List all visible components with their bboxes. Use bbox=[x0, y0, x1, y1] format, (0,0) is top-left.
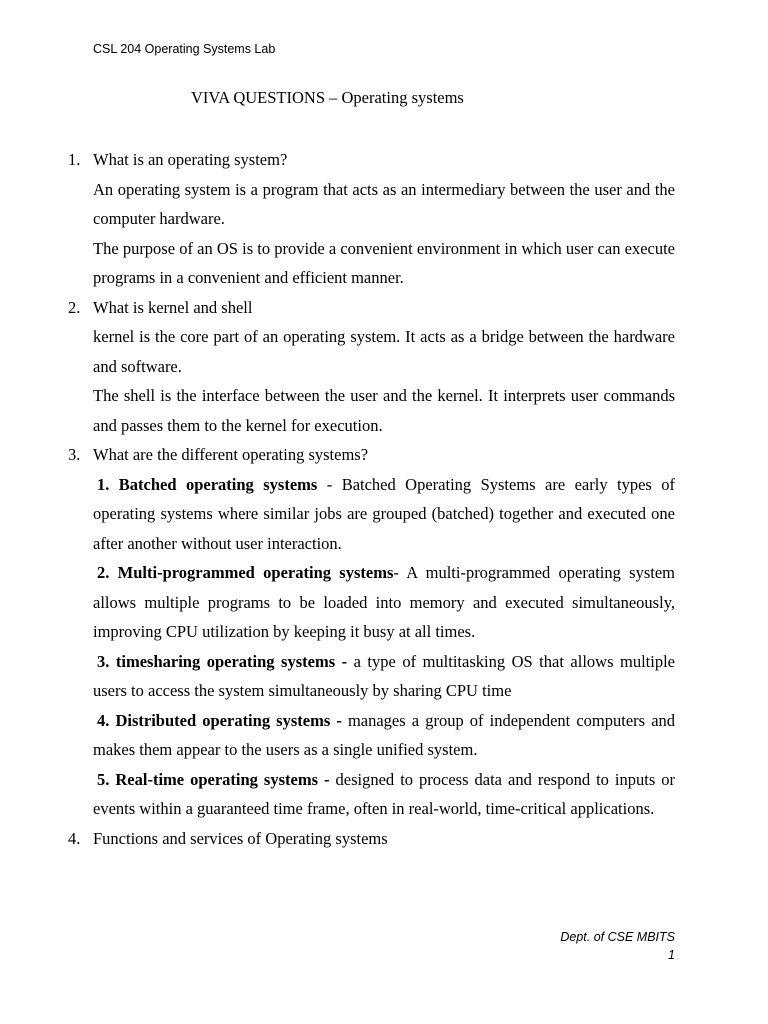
os-type-label: 1. Batched operating systems bbox=[97, 474, 318, 494]
questions-list bbox=[68, 145, 676, 853]
os-type-label: 2. Multi-programmed operating systems bbox=[97, 563, 394, 582]
question-text: What is kernel and shell bbox=[93, 297, 253, 317]
os-type-description: a type of multitasking OS that allows multiple users to access the system simultaneously by sharing CPU time bbox=[93, 651, 675, 700]
question-item bbox=[68, 145, 675, 293]
answer-paragraph: The shell is the interface between the user and the kernel. It interprets user commands and passes them to the kernel for execution. bbox=[93, 386, 675, 435]
question-item bbox=[68, 293, 675, 441]
os-type-label: 3. timesharing operating systems - bbox=[97, 651, 348, 671]
question-item bbox=[68, 440, 676, 824]
answer-paragraph: The purpose of an OS is to provide a convenient environment in which user can execute programs in a convenient and efficient manner. bbox=[93, 238, 675, 287]
os-type-description: manages a group of independent computers and makes them appear to the users as a single unified system. bbox=[93, 710, 676, 759]
question-number: 2. bbox=[68, 297, 81, 317]
question-number: 4. bbox=[68, 828, 81, 848]
os-type-separator: - bbox=[317, 474, 342, 494]
question-text: What is an operating system? bbox=[93, 150, 288, 169]
document-title: VIVA QUESTIONS – Operating systems bbox=[191, 88, 464, 107]
answer-paragraph: An operating system is a program that acts as an intermediary between the user and the computer hardware. bbox=[93, 179, 675, 228]
answer-paragraph: kernel is the core part of an operating system. It acts as a bridge between the hardware and software. bbox=[93, 327, 675, 376]
os-type-separator: - bbox=[393, 563, 407, 582]
page-header: CSL 204 Operating Systems Lab bbox=[93, 42, 276, 56]
question-item bbox=[68, 824, 675, 854]
os-type-description: A multi-programmed operating system allows multiple programs to be loaded into memory and executed simultaneously, improving CPU utilization by keeping it busy at all times. bbox=[93, 563, 676, 641]
os-type-item bbox=[93, 706, 675, 765]
os-type-label: 4. Distributed operating systems - bbox=[97, 710, 342, 730]
page-number: 1 bbox=[668, 948, 675, 962]
question-text: What are the different operating systems? bbox=[93, 445, 369, 464]
os-type-item bbox=[93, 765, 675, 824]
question-number: 3. bbox=[68, 445, 81, 464]
os-type-description: designed to process data and respond to inputs or events within a guaranteed time frame, often in real-world, time-critical applications. bbox=[93, 769, 676, 818]
question-text: Functions and services of Operating systems bbox=[93, 828, 388, 848]
os-type-item bbox=[93, 558, 675, 647]
os-type-item bbox=[93, 470, 675, 559]
question-number: 1. bbox=[68, 150, 81, 169]
footer-department: Dept. of CSE MBITS bbox=[560, 930, 675, 944]
os-type-item bbox=[93, 647, 675, 706]
os-type-label: 5. Real-time operating systems - bbox=[97, 769, 330, 789]
os-type-description: Batched Operating Systems are early types of operating systems where similar jobs are grouped (batched) together and executed one after another without user interaction. bbox=[93, 474, 675, 553]
